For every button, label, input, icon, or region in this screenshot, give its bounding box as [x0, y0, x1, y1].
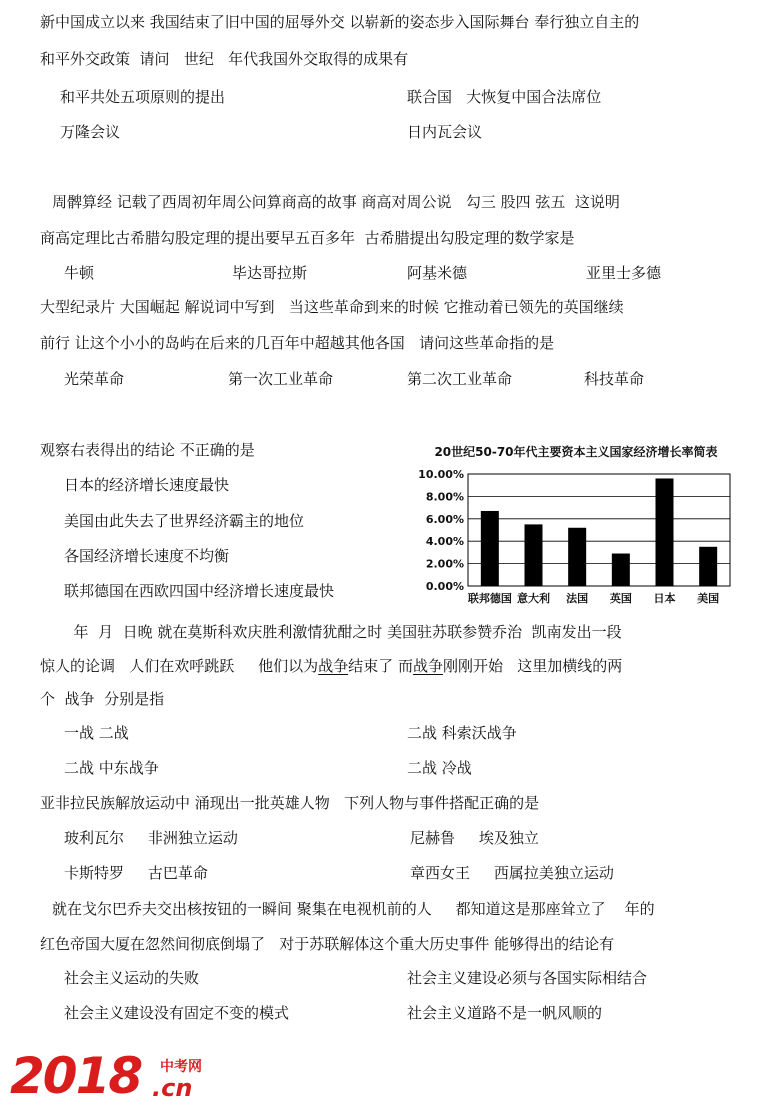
q4-option-b: 美国由此失去了世界经济霸主的地位	[64, 512, 305, 530]
q3-option-b: 第一次工业革命	[228, 370, 334, 388]
logo-site-name: 中考网	[160, 1059, 202, 1075]
q4-stem: 观察右表得出的结论 不正确的是	[40, 441, 255, 459]
q6-option-b: 尼赫鲁 埃及独立	[410, 829, 539, 847]
q4-option-a: 日本的经济增长速度最快	[64, 476, 230, 494]
q7-option-c: 社会主义建设没有固定不变的模式	[64, 1004, 290, 1022]
chart-x-tick-label: 日本	[653, 592, 676, 605]
growth-rate-bar-chart	[408, 436, 744, 616]
chart-bar	[525, 524, 543, 586]
q3-stem-line1: 大型纪录片 大国崛起 解说词中写到 当这些革命到来的时候 它推动着已领先的英国继续	[40, 298, 624, 316]
q5-stem-text-3: 刚刚开始 这里加横线的两	[442, 657, 623, 675]
q5-option-b: 二战 科索沃战争	[407, 724, 517, 742]
chart-y-tick-label: 6.00%	[425, 512, 464, 526]
chart-bars	[481, 478, 717, 586]
q7-option-a: 社会主义运动的失败	[64, 969, 200, 987]
chart-x-tick-label: 意大利	[517, 592, 550, 605]
q7-stem-line2: 红色帝国大厦在忽然间彻底倒塌了 对于苏联解体这个重大历史事件 能够得出的结论有	[40, 935, 615, 953]
q5-stem-text-1: 惊人的论调 人们在欢呼跳跃 他们以为	[40, 657, 319, 675]
q6-option-c: 卡斯特罗 古巴革命	[64, 864, 208, 882]
chart-x-tick-label: 英国	[609, 592, 632, 605]
q1-option-b: 联合国 大恢复中国合法席位	[407, 88, 602, 106]
q5-stem-line3: 个 战争 分别是指	[40, 690, 165, 708]
q1-stem-line1: 新中国成立以来 我国结束了旧中国的屈辱外交 以崭新的姿态步入国际舞台 奉行独立自主的	[40, 13, 640, 31]
chart-x-tick-label: 联邦德国	[467, 592, 512, 605]
q2-option-a: 牛顿	[64, 264, 95, 282]
chart-y-tick-label: 2.00%	[425, 557, 464, 571]
q4-option-d: 联邦德国在西欧四国中经济增长速度最快	[64, 582, 335, 600]
chart-y-tick-label: 4.00%	[425, 535, 464, 549]
q7-stem-line1: 就在戈尔巴乔夫交出核按钮的一瞬间 聚集在电视机前的人 都知道这是那座耸立了 年的	[52, 900, 655, 918]
chart-title: 20世纪50-70年代主要资本主义国家经济增长率简表	[434, 445, 718, 459]
q5-stem-line2	[40, 656, 622, 676]
q2-option-b: 毕达哥拉斯	[232, 264, 308, 282]
chart-bar	[568, 528, 586, 586]
q1-option-d: 日内瓦会议	[407, 123, 483, 141]
q2-stem-line1: 周髀算经 记载了西周初年周公问算商高的故事 商高对周公说 勾三 股四 弦五 这说明	[52, 193, 620, 211]
chart-y-axis	[418, 468, 464, 593]
q5-underlined-war-1: 战争	[318, 657, 349, 675]
chart-plot-frame	[468, 474, 730, 586]
chart-bar	[481, 511, 499, 586]
q2-stem-line2: 商高定理比古希腊勾股定理的提出要早五百多年 古希腊提出勾股定理的数学家是	[40, 229, 575, 247]
chart-x-tick-label: 法国	[566, 592, 589, 605]
q5-stem-text-2: 结束了 而	[348, 657, 413, 675]
q5-underlined-war-2: 战争	[412, 657, 443, 675]
chart-y-tick-label: 0.00%	[425, 580, 464, 593]
q2-option-c: 阿基米德	[407, 264, 468, 282]
q5-option-d: 二战 冷战	[407, 759, 472, 777]
chart-grid	[468, 474, 730, 586]
chart-x-axis	[468, 591, 719, 605]
q5-option-a: 一战 二战	[64, 724, 129, 742]
q4-option-c: 各国经济增长速度不均衡	[64, 547, 230, 565]
q1-option-c: 万隆会议	[60, 123, 121, 141]
logo-domain: .cn	[152, 1074, 193, 1102]
chart-y-tick-label: 8.00%	[425, 490, 464, 504]
q1-stem-line2: 和平外交政策 请问 世纪 年代我国外交取得的成果有	[40, 50, 409, 68]
q3-stem-line2: 前行 让这个小小的岛屿在后来的几百年中超越其他各国 请问这些革命指的是	[40, 334, 555, 352]
chart-bar	[656, 478, 674, 586]
chart-y-tick-label: 10.00%	[418, 468, 464, 481]
chart-bar	[699, 547, 717, 586]
q5-stem-line1: 年 月 日晚 就在莫斯科欢庆胜利激情犹酣之时 美国驻苏联参赞乔治 凯南发出一段	[64, 623, 622, 641]
q6-stem: 亚非拉民族解放运动中 涌现出一批英雄人物 下列人物与事件搭配正确的是	[40, 794, 540, 812]
chart-x-tick-label: 美国	[697, 592, 720, 605]
q5-option-c: 二战 中东战争	[64, 759, 159, 777]
q6-option-a: 玻利瓦尔 非洲独立运动	[64, 829, 238, 847]
q2-option-d: 亚里士多德	[586, 264, 662, 282]
q7-option-d: 社会主义道路不是一帆风顺的	[407, 1004, 603, 1022]
q3-option-c: 第二次工业革命	[407, 370, 513, 388]
q7-option-b: 社会主义建设必须与各国实际相结合	[407, 969, 648, 987]
q6-option-d: 章西女王 西属拉美独立运动	[410, 864, 614, 882]
logo-number: 2018	[10, 1047, 142, 1105]
q3-option-d: 科技革命	[584, 370, 645, 388]
q1-option-a: 和平共处五项原则的提出	[60, 88, 226, 106]
q3-option-a: 光荣革命	[64, 370, 125, 388]
chart-bar	[612, 554, 630, 586]
